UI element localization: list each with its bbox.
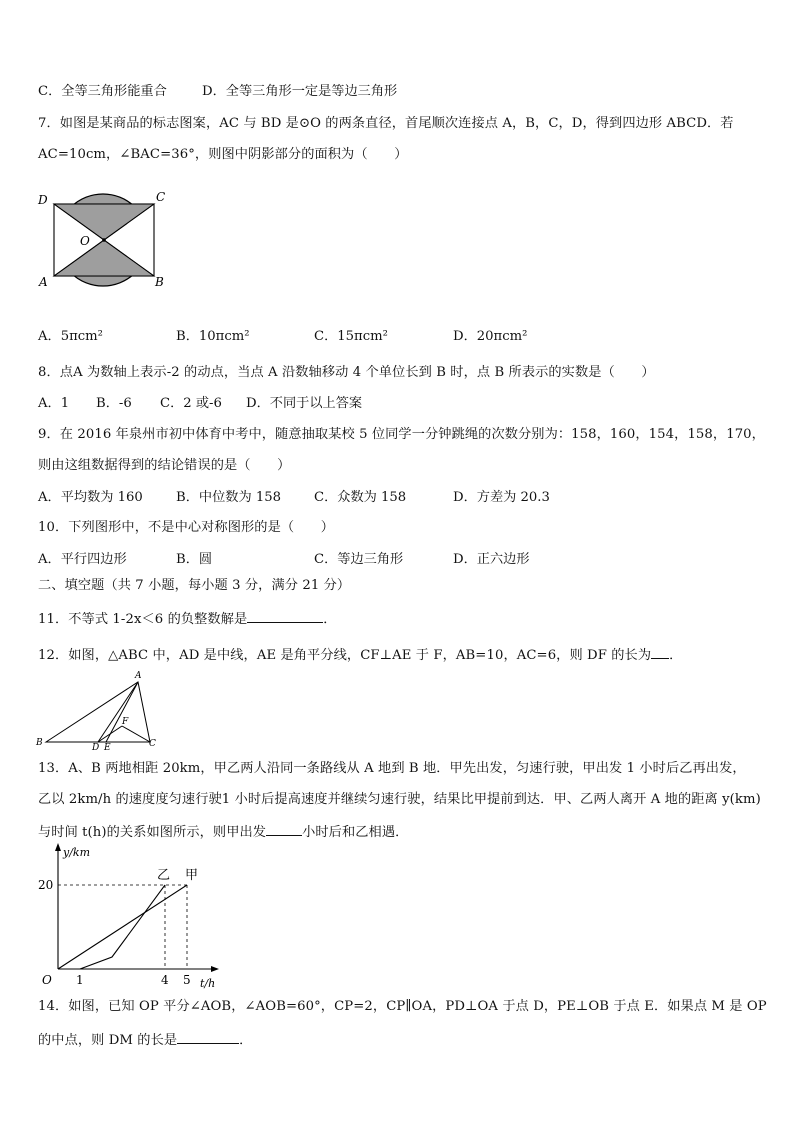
- q12-answer-blank[interactable]: [651, 645, 669, 659]
- q8-option-c: C．2 或-6: [160, 396, 222, 411]
- q7-label-b: B: [155, 275, 164, 289]
- q13-y-tick-20: 20: [38, 878, 54, 892]
- q12-label-e: E: [104, 743, 111, 750]
- q13-label-jia: 甲: [185, 868, 199, 883]
- q14-text-a: 的中点，则 DM 的长是: [38, 1033, 178, 1048]
- q8-option-a: A．1: [38, 396, 70, 411]
- q9-stem-line2: 则由这组数据得到的结论错误的是（ ）: [38, 458, 291, 473]
- q13-text-a: 与时间 t(h)的关系如图所示，则甲出发: [38, 825, 267, 840]
- q12-label-d: D: [92, 743, 100, 750]
- q13-x-tick-5: 5: [183, 973, 191, 987]
- q12-stem: [38, 645, 682, 665]
- q12-label-a: A: [135, 671, 142, 681]
- q7-circle-figure: [32, 188, 172, 293]
- q13-stem-line2: 乙以 2km/h 的速度度匀速行驶1 小时后提高速度并继续匀速行驶，结果比甲提前到达．甲、乙两人离开 A 地的距离 y(km): [38, 792, 761, 807]
- q13-label-yi: 乙: [157, 868, 171, 883]
- section-2-title: 二、填空题（共 7 小题，每小题 3 分，满分 21 分）: [38, 578, 351, 593]
- q11-text: 11．不等式 1-2x＜6 的负整数解是: [38, 612, 248, 627]
- q12-triangle-figure: [32, 668, 164, 750]
- q12-label-c: C: [149, 739, 156, 749]
- q7-stem-line1: 7．如图是某商品的标志图案，AC 与 BD 是⊙O 的两条直径，首尾顺次连接点 A，B，C，D，得到四边形 ABCD．若: [38, 116, 734, 131]
- q7-label-c: C: [156, 190, 166, 204]
- q13-x-axis-label: t/h: [200, 977, 216, 990]
- q14-text-b: ．: [239, 1033, 253, 1048]
- q14-answer-blank[interactable]: [177, 1030, 239, 1044]
- q10-option-b: B．圆: [176, 552, 213, 567]
- q13-x-tick-1: 1: [76, 973, 84, 987]
- q7-label-o: O: [80, 234, 90, 248]
- q8-option-b: B．-6: [96, 396, 132, 411]
- q9-option-d: D．方差为 20.3: [453, 490, 550, 505]
- q8-option-d: D．不同于以上答案: [246, 396, 363, 411]
- q9-option-a: A．平均数为 160: [38, 490, 143, 505]
- q14-stem-line1: 14．如图，已知 OP 平分∠AOB，∠AOB=60°，CP=2，CP∥OA，PD⊥OA 于点 D，PE⊥OB 于点 E．如果点 M 是 OP: [38, 999, 767, 1014]
- q13-y-axis-label: y/km: [63, 846, 91, 859]
- q11-stem: [38, 609, 337, 629]
- q12-text: 12．如图，△ABC 中，AD 是中线，AE 是角平分线，CF⊥AE 于 F，AB=10，AC=6，则 DF 的长为: [38, 648, 652, 663]
- q10-stem: 10．下列图形中，不是中心对称图形的是（ ）: [38, 520, 335, 535]
- q7-label-a: A: [39, 275, 48, 289]
- q12-label-f: F: [122, 717, 129, 727]
- q7-label-d: D: [38, 193, 48, 207]
- q13-distance-time-graph: [32, 840, 232, 990]
- q7-stem-line2: AC=10cm，∠BAC=36°，则图中阴影部分的面积为（ ）: [38, 147, 408, 162]
- q12-label-b: B: [36, 738, 43, 748]
- q7-option-a: A．5πcm²: [38, 329, 103, 344]
- q6-option-d: D．全等三角形一定是等边三角形: [202, 84, 398, 99]
- q13-origin-label: O: [42, 973, 52, 987]
- q11-answer-blank[interactable]: [247, 609, 323, 623]
- q8-stem: 8．点A 为数轴上表示-2 的动点，当点 A 沿数轴移动 4 个单位长到 B 时，点 B 所表示的实数是（ ）: [38, 365, 655, 380]
- q13-x-tick-4: 4: [161, 973, 169, 987]
- q11-end: ．: [323, 612, 337, 627]
- q9-stem-line1: 9．在 2016 年泉州市初中体育中考中，随意抽取某校 5 位同学一分钟跳绳的次数分别为：158，160，154，158，170，: [38, 427, 765, 442]
- q14-stem-line2: [38, 1030, 252, 1050]
- q13-answer-blank[interactable]: [266, 822, 302, 836]
- q13-stem-line3: [38, 822, 408, 842]
- q13-text-b: 小时后和乙相遇．: [302, 825, 409, 840]
- q10-option-d: D．正六边形: [453, 552, 530, 567]
- q7-option-b: B．10πcm²: [176, 329, 250, 344]
- q10-option-a: A．平行四边形: [38, 552, 127, 567]
- q6-option-c: C．全等三角形能重合: [38, 84, 167, 99]
- q12-end: ．: [669, 648, 683, 663]
- q7-option-c: C．15πcm²: [314, 329, 388, 344]
- q13-stem-line1: 13．A、B 两地相距 20km，甲乙两人沿同一条路线从 A 地到 B 地．甲先出发，匀速行驶，甲出发 1 小时后乙再出发，: [38, 761, 746, 776]
- q10-option-c: C．等边三角形: [314, 552, 404, 567]
- q9-option-c: C．众数为 158: [314, 490, 407, 505]
- q7-option-d: D．20πcm²: [453, 329, 528, 344]
- q9-option-b: B．中位数为 158: [176, 490, 281, 505]
